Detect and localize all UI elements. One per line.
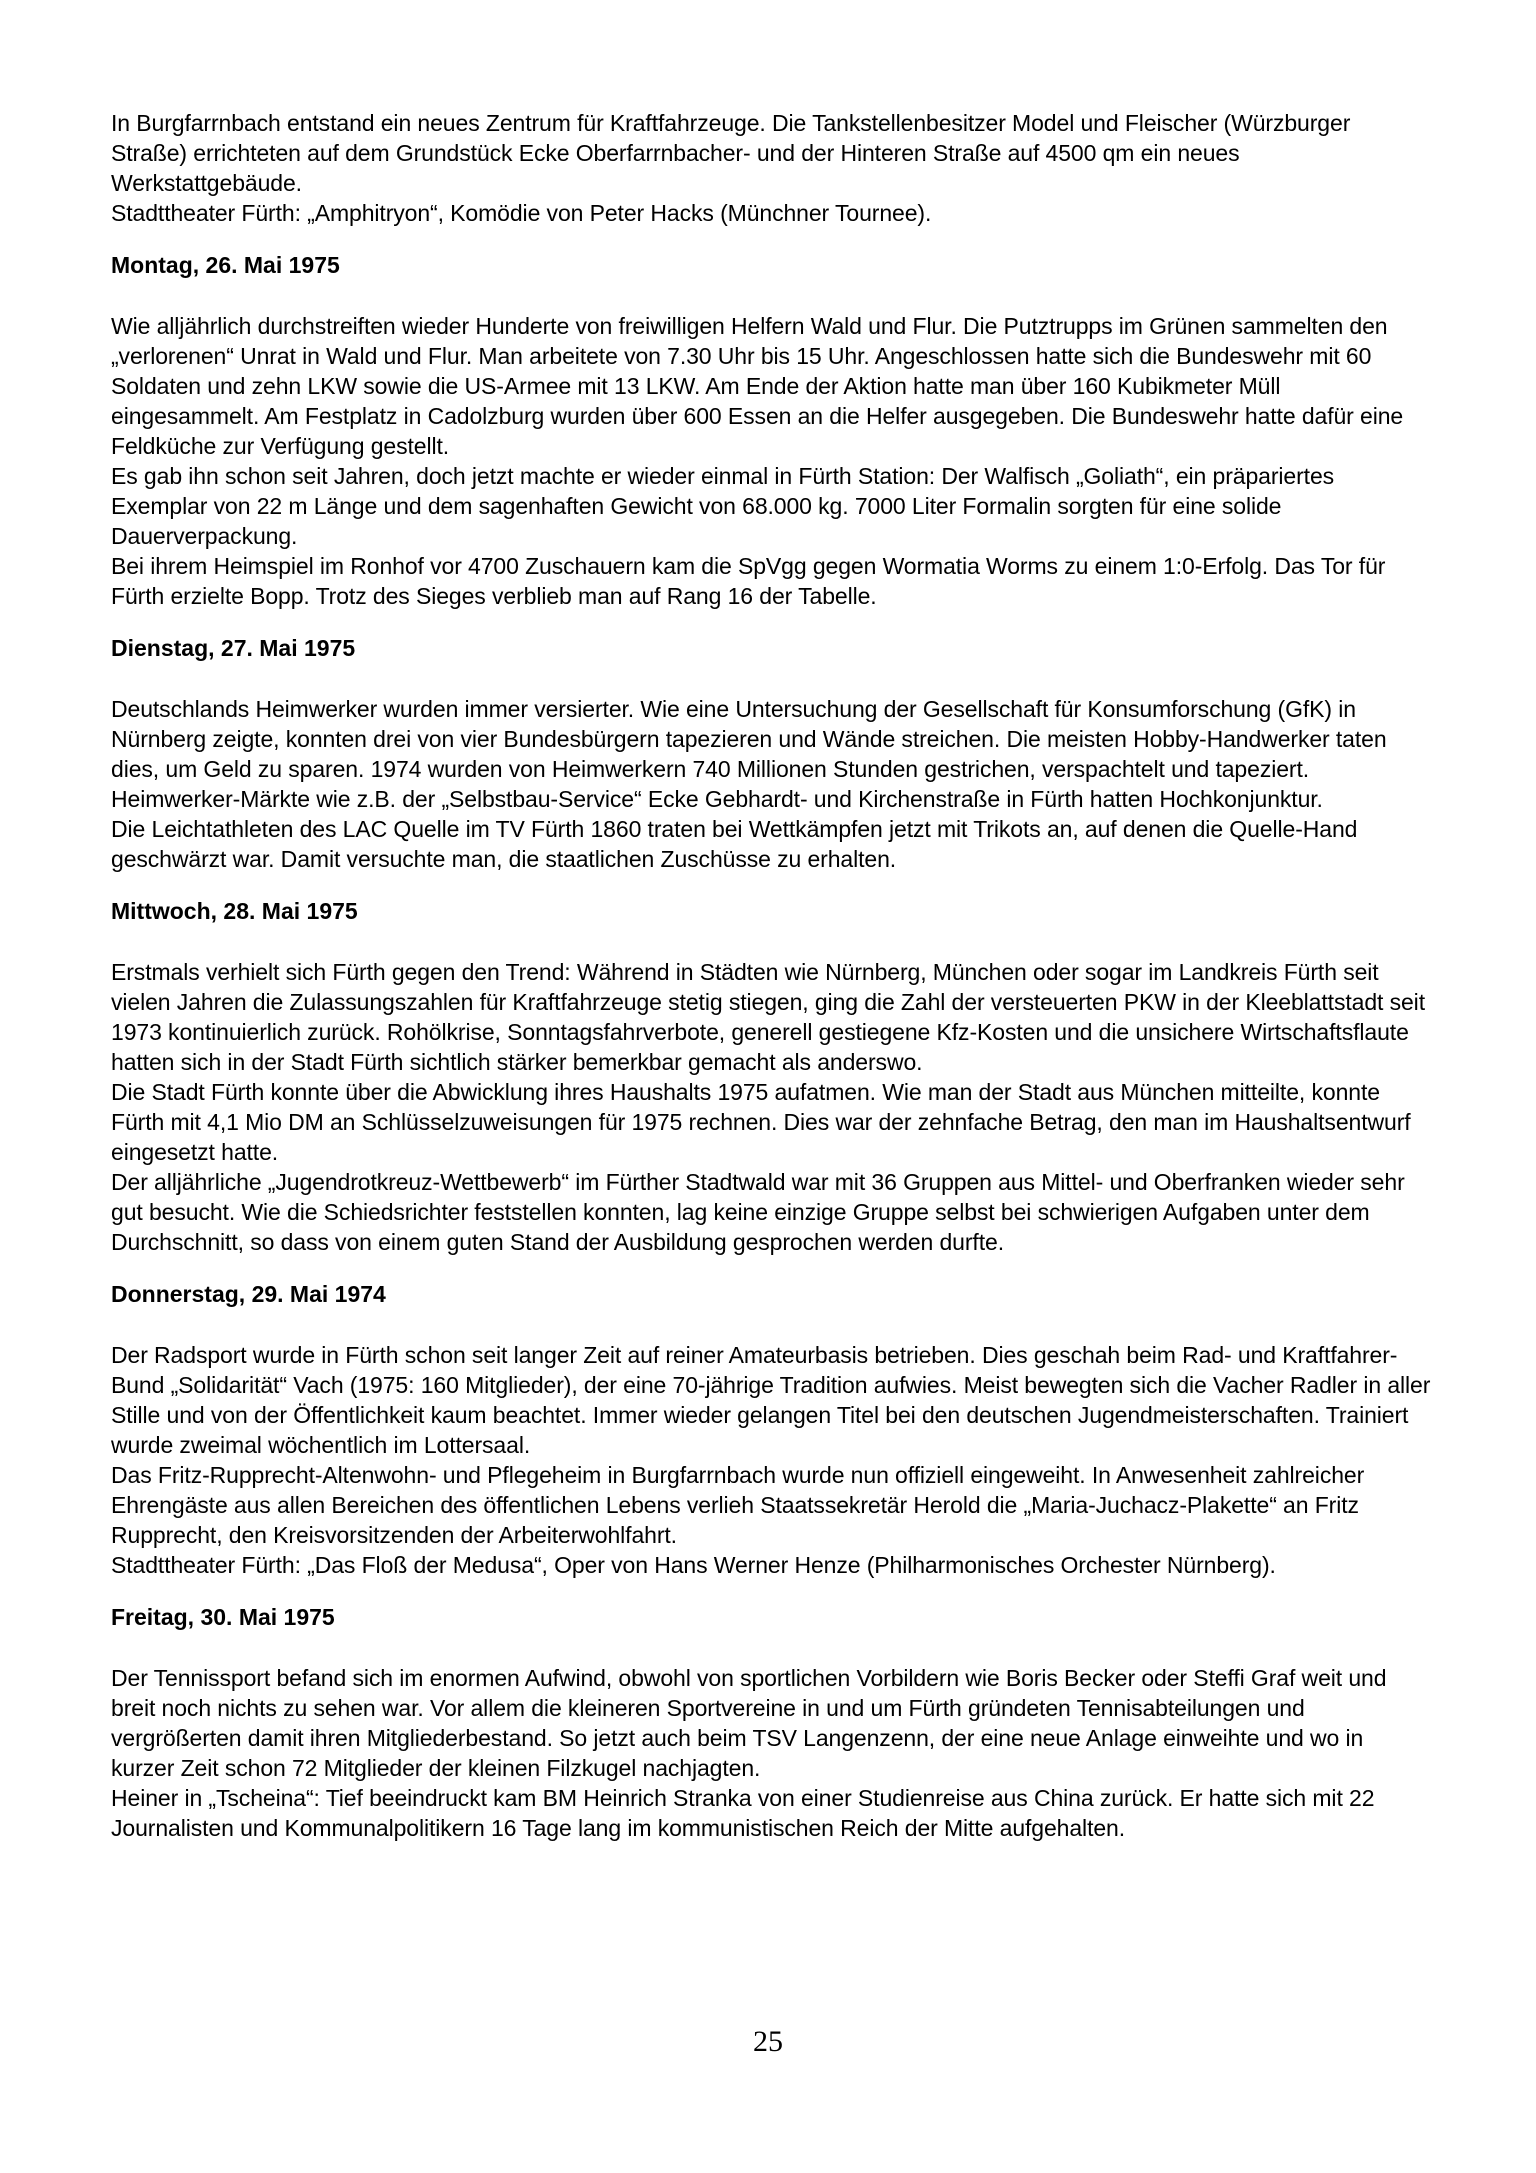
section-heading: Donnerstag, 29. Mai 1974 bbox=[111, 1281, 386, 1307]
section-heading: Mittwoch, 28. Mai 1975 bbox=[111, 898, 358, 924]
section-tuesday bbox=[111, 633, 1431, 874]
section-monday bbox=[111, 250, 1431, 611]
paragraph: Der Radsport wurde in Fürth schon seit langer Zeit auf reiner Amateurbasis betrieben. Dies geschah beim Rad- und Kraftfahrer-Bund „Solidarität“ Vach (1975: 160 Mitglieder), der eine 70-jährige Tradition aufwies. Meist bewegten sich die Vacher Radler in aller Stille und von der Öffentlichkeit kaum beachtet. Immer wieder gelangen Titel bei den deutschen Jugendmeisterschaften. Trainiert wurde zweimal wöchentlich im Lottersaal. bbox=[111, 1342, 1431, 1458]
paragraph: Es gab ihn schon seit Jahren, doch jetzt machte er wieder einmal in Fürth Station: Der Walfisch „Goliath“, ein präpariertes Exemplar von 22 m Länge und dem sagenhaften Gewicht von 68.000 kg. 7000 Liter Formalin sorgten für eine solide Dauerverpackung. bbox=[111, 463, 1335, 549]
page-number: 25 bbox=[753, 2025, 783, 2058]
paragraph: Bei ihrem Heimspiel im Ronhof vor 4700 Zuschauern kam die SpVgg gegen Wormatia Worms zu einem 1:0-Erfolg. Das Tor für Fürth erzielte Bopp. Trotz des Sieges verblieb man auf Rang 16 der Tabelle. bbox=[111, 553, 1386, 609]
section-heading: Freitag, 30. Mai 1975 bbox=[111, 1604, 335, 1630]
paragraph: Wie alljährlich durchstreiften wieder Hunderte von freiwilligen Helfern Wald und Flur. Die Putztrupps im Grünen sammelten den „verlorenen“ Unrat in Wald und Flur. Man arbeitete von 7.30 Uhr bis 15 Uhr. Angeschlossen hatte sich die Bundeswehr mit 60 Soldaten und zehn LKW sowie die US-Armee mit 13 LKW. Am Ende der Aktion hatte man über 160 Kubikmeter Müll eingesammelt. Am Festplatz in Cadolzburg wurden über 600 Essen an die Helfer ausgegeben. Die Bundeswehr hatte dafür eine Feldküche zur Verfügung gestellt. bbox=[111, 313, 1404, 459]
section-wednesday bbox=[111, 896, 1431, 1257]
section-friday bbox=[111, 1602, 1431, 1843]
intro-block bbox=[111, 108, 1431, 228]
paragraph: Deutschlands Heimwerker wurden immer versierter. Wie eine Untersuchung der Gesellschaft für Konsumforschung (GfK) in Nürnberg zeigte, konnten drei von vier Bundesbürgern tapezieren und Wände streichen. Die meisten Hobby-Handwerker taten dies, um Geld zu sparen. 1974 wurden von Heimwerkern 740 Millionen Stunden gestrichen, verspachtelt und tapeziert. Heimwerker-Märkte wie z.B. der „Selbstbau-Service“ Ecke Gebhardt- und Kirchenstraße in Fürth hatten Hochkonjunktur. bbox=[111, 696, 1387, 812]
document-page bbox=[111, 108, 1431, 1843]
paragraph: Der alljährliche „Jugendrotkreuz-Wettbewerb“ im Fürther Stadtwald war mit 36 Gruppen aus Mittel- und Oberfranken wieder sehr gut besucht. Wie die Schiedsrichter feststellen konnten, lag keine einzige Gruppe selbst bei schwierigen Aufgaben unter dem Durchschnitt, so dass von einem guten Stand der Ausbildung gesprochen werden durfte. bbox=[111, 1169, 1405, 1255]
paragraph: In Burgfarrnbach entstand ein neues Zentrum für Kraftfahrzeuge. Die Tankstellenbesitzer Model und Fleischer (Würzburger Straße) errichteten auf dem Grundstück Ecke Oberfarrnbacher- und der Hinteren Straße auf 4500 qm ein neues Werkstattgebäude. bbox=[111, 110, 1351, 196]
paragraph: Stadttheater Fürth: „Amphitryon“, Komödie von Peter Hacks (Münchner Tournee). bbox=[111, 200, 932, 226]
section-heading: Montag, 26. Mai 1975 bbox=[111, 252, 340, 278]
section-heading: Dienstag, 27. Mai 1975 bbox=[111, 635, 356, 661]
paragraph: Der Tennissport befand sich im enormen Aufwind, obwohl von sportlichen Vorbildern wie Boris Becker oder Steffi Graf weit und breit noch nichts zu sehen war. Vor allem die kleineren Sportvereine in und um Fürth gründeten Tennisabteilungen und vergrößerten damit ihren Mitgliederbestand. So jetzt auch beim TSV Langenzenn, der eine neue Anlage einweihte und wo in kurzer Zeit schon 72 Mitglieder der kleinen Filzkugel nachjagten. bbox=[111, 1665, 1387, 1781]
paragraph: Heiner in „Tscheina“: Tief beeindruckt kam BM Heinrich Stranka von einer Studienreise aus China zurück. Er hatte sich mit 22 Journalisten und Kommunalpolitikern 16 Tage lang im kommunistischen Reich der Mitte aufgehalten. bbox=[111, 1785, 1375, 1841]
paragraph: Das Fritz-Rupprecht-Altenwohn- und Pflegeheim in Burgfarrnbach wurde nun offiziell eingeweiht. In Anwesenheit zahlreicher Ehrengäste aus allen Bereichen des öffentlichen Lebens verlieh Staatssekretär Herold die „Maria-Juchacz-Plakette“ an Fritz Rupprecht, den Kreisvorsitzenden der Arbeiterwohlfahrt. bbox=[111, 1462, 1365, 1548]
paragraph: Die Leichtathleten des LAC Quelle im TV Fürth 1860 traten bei Wettkämpfen jetzt mit Trikots an, auf denen die Quelle-Hand geschwärzt war. Damit versuchte man, die staatlichen Zuschüsse zu erhalten. bbox=[111, 816, 1358, 872]
paragraph: Stadttheater Fürth: „Das Floß der Medusa“, Oper von Hans Werner Henze (Philharmonisches Orchester Nürnberg). bbox=[111, 1552, 1276, 1578]
paragraph: Die Stadt Fürth konnte über die Abwicklung ihres Haushalts 1975 aufatmen. Wie man der Stadt aus München mitteilte, konnte Fürth mit 4,1 Mio DM an Schlüsselzuweisungen für 1975 rechnen. Dies war der zehnfache Betrag, den man im Haushaltsentwurf eingesetzt hatte. bbox=[111, 1079, 1411, 1165]
section-thursday bbox=[111, 1279, 1431, 1580]
paragraph: Erstmals verhielt sich Fürth gegen den Trend: Während in Städten wie Nürnberg, München oder sogar im Landkreis Fürth seit vielen Jahren die Zulassungszahlen für Kraftfahrzeuge stetig stiegen, ging die Zahl der versteuerten PKW in der Kleeblattstadt seit 1973 kontinuierlich zurück. Rohölkrise, Sonntagsfahrverbote, generell gestiegene Kfz-Kosten und die unsichere Wirtschaftsflaute hatten sich in der Stadt Fürth sichtlich stärker bemerkbar gemacht als anderswo. bbox=[111, 959, 1425, 1075]
